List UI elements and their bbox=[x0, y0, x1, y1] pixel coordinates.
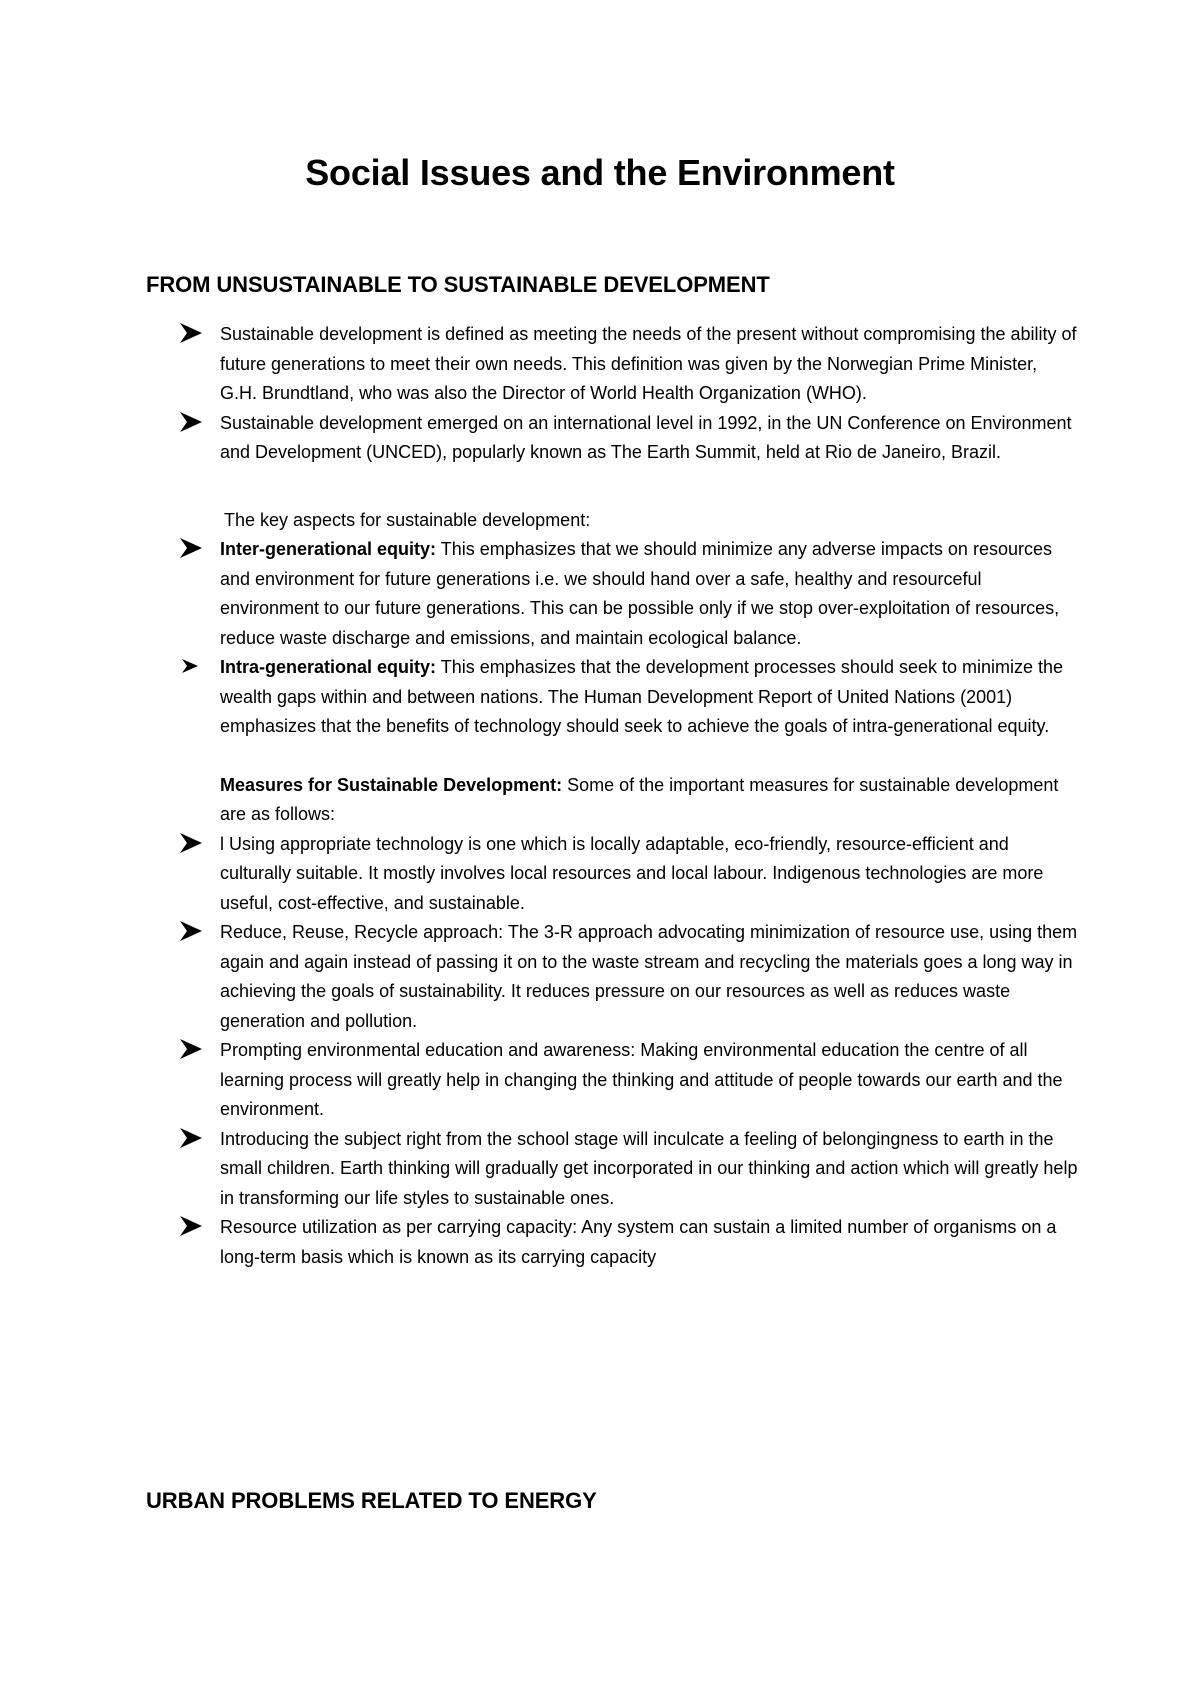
bullet-text: This emphasizes that we should minimize any adverse impacts on resources and environment for future generations i.e. we should hand over a safe, healthy and resourceful environment to our future generations. This can be possible only if we stop over-exploitation of resources, reduce waste discharge and emissions, and maintain ecological balance. bbox=[220, 539, 1060, 648]
arrowhead-bullet-icon bbox=[178, 1214, 206, 1240]
arrowhead-bullet-icon bbox=[178, 654, 206, 680]
bullet-term: Inter-generational equity: bbox=[220, 539, 437, 559]
section-heading-sustainable-development: FROM UNSUSTAINABLE TO SUSTAINABLE DEVELOPMENT bbox=[146, 272, 770, 297]
document-title: Social Issues and the Environment bbox=[305, 152, 895, 193]
arrowhead-bullet-icon bbox=[178, 831, 206, 857]
document-body bbox=[178, 320, 1078, 1272]
bullet-term: Intra-generational equity: bbox=[220, 657, 437, 677]
arrowhead-bullet-icon bbox=[178, 321, 206, 347]
bullet-text: Prompting environmental education and awareness: Making environmental education the centre of all learning process will greatly help in changing the thinking and attitude of people towards our earth and the environment. bbox=[220, 1040, 1063, 1119]
spacer bbox=[178, 742, 1078, 771]
bullet-item bbox=[178, 409, 1078, 468]
arrowhead-bullet-icon bbox=[178, 1126, 206, 1152]
bullet-item bbox=[178, 653, 1078, 742]
bullet-item bbox=[178, 320, 1078, 409]
bullet-item bbox=[178, 830, 1078, 919]
arrowhead-bullet-icon bbox=[178, 919, 206, 945]
bullet-item bbox=[178, 918, 1078, 1036]
bullet-text: Reduce, Reuse, Recycle approach: The 3-R approach advocating minimization of resource use, using them again and again instead of passing it on to the waste stream and recycling the materials goes a long way in achieving the goals of sustainability. It reduces pressure on our resources as well as reduces waste generation and pollution. bbox=[220, 922, 1078, 1031]
bullet-item bbox=[178, 535, 1078, 653]
measures-term: Measures for Sustainable Development: bbox=[220, 774, 563, 795]
bullet-item bbox=[178, 1036, 1078, 1125]
key-aspects-lead: The key aspects for sustainable development: bbox=[224, 509, 591, 530]
bullet-text: This emphasizes that the development processes should seek to minimize the wealth gaps within and between nations. The Human Development Report of United Nations (2001) emphasizes that the benefits of technology should seek to achieve the goals of intra-generational equity. bbox=[220, 657, 1064, 736]
measures-lead bbox=[178, 771, 1078, 830]
arrowhead-bullet-icon bbox=[178, 410, 206, 436]
bullet-text: Sustainable development is defined as meeting the needs of the present without compromising the ability of future generations to meet their own needs. This definition was given by the Norwegian Prime Minister, G.H. Brundtland, who was also the Director of World Health Organization (WHO). bbox=[220, 324, 1077, 403]
arrowhead-bullet-icon bbox=[178, 1037, 206, 1063]
bullet-item bbox=[178, 1125, 1078, 1214]
bullet-text: l Using appropriate technology is one which is locally adaptable, eco-friendly, resource-efficient and culturally suitable. It mostly involves local resources and local labour. Indigenous technologies are more useful, cost-effective, and sustainable. bbox=[220, 833, 1044, 913]
arrowhead-bullet-icon bbox=[178, 536, 206, 562]
section-heading-urban-energy: URBAN PROBLEMS RELATED TO ENERGY bbox=[146, 1488, 597, 1513]
spacer bbox=[178, 468, 1078, 506]
bullet-text: Introducing the subject right from the school stage will inculcate a feeling of belongingness to earth in the small children. Earth thinking will gradually get incorporated in our thinking and action which will greatly help in transforming our life styles to sustainable ones. bbox=[220, 1128, 1078, 1208]
bullet-text: Sustainable development emerged on an international level in 1992, in the UN Conference on Environment and Development (UNCED), popularly known as The Earth Summit, held at Rio de Janeiro, Brazil. bbox=[220, 412, 1072, 462]
measures-lead-text: Some of the important measures for sustainable development are as follows: bbox=[220, 774, 1059, 824]
bullet-item bbox=[178, 1213, 1078, 1272]
bullet-text: Resource utilization as per carrying capacity: Any system can sustain a limited number of organisms on a long-term basis which is known as its carrying capacity bbox=[220, 1217, 1057, 1267]
